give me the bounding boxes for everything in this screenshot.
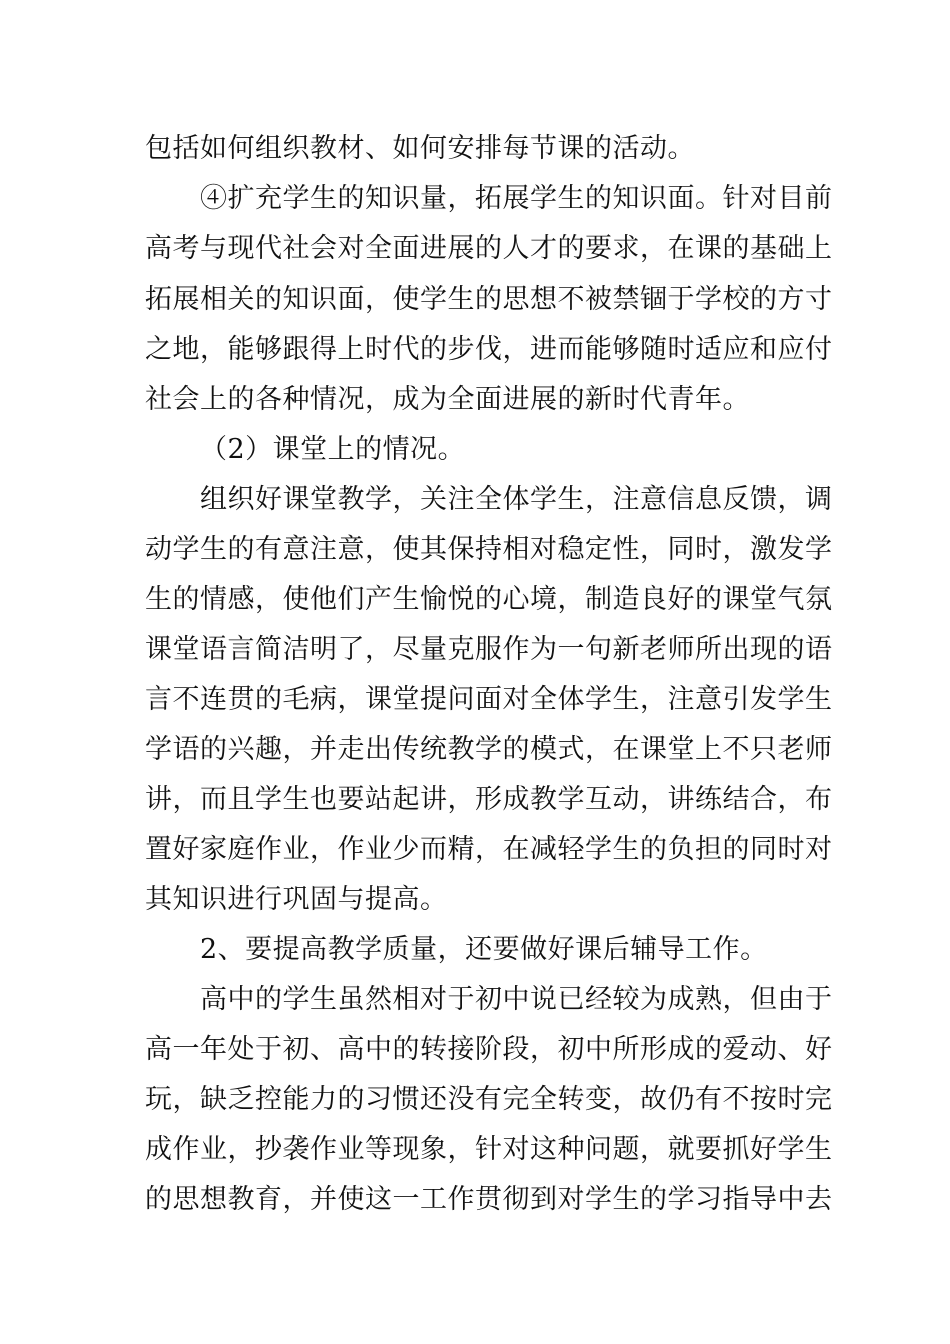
text-line: 高考与现代社会对全面进展的人才的要求，在课的基础上 — [145, 233, 833, 264]
text-line: 包括如何组织教材、如何安排每节课的活动。 — [145, 133, 695, 164]
section-heading: 2、要提高教学质量，还要做好课后辅导工作。 — [200, 934, 768, 965]
text-line: 言不连贯的毛病，课堂提问面对全体学生，注意引发学生 — [145, 684, 833, 715]
text-line: 讲，而且学生也要站起讲，形成教学互动，讲练结合，布 — [145, 784, 833, 815]
section-heading: （2）课堂上的情况。 — [200, 434, 466, 465]
text-line: 动学生的有意注意，使其保持相对稳定性，同时，激发学 — [145, 534, 833, 565]
text-line: 置好家庭作业，作业少而精，在减轻学生的负担的同时对 — [145, 834, 833, 865]
text-line: 的思想教育，并使这一工作贯彻到对学生的学习指导中去 — [145, 1184, 833, 1215]
text-line: 拓展相关的知识面，使学生的思想不被禁锢于学校的方寸 — [145, 284, 833, 315]
text-line: 生的情感，使他们产生愉悦的心境，制造良好的课堂气氛 — [145, 584, 833, 615]
text-line: 学语的兴趣，并走出传统教学的模式，在课堂上不只老师 — [145, 734, 833, 765]
text-line: 之地，能够跟得上时代的步伐，进而能够随时适应和应付 — [145, 334, 833, 365]
text-line: 成作业，抄袭作业等现象，针对这种问题，就要抓好学生 — [145, 1134, 833, 1165]
text-line: 课堂语言简洁明了，尽量克服作为一句新老师所出现的语 — [145, 634, 833, 665]
text-line: 组织好课堂教学，关注全体学生，注意信息反馈，调 — [200, 484, 833, 515]
text-line: ④扩充学生的知识量，拓展学生的知识面。针对目前 — [200, 183, 833, 214]
text-line: 其知识进行巩固与提高。 — [145, 884, 448, 915]
text-line: 高中的学生虽然相对于初中说已经较为成熟，但由于 — [200, 984, 833, 1015]
text-line: 玩，缺乏控能力的习惯还没有完全转变，故仍有不按时完 — [145, 1084, 833, 1115]
text-line: 高一年处于初、高中的转接阶段，初中所形成的爱动、好 — [145, 1034, 833, 1065]
text-line: 社会上的各种情况，成为全面进展的新时代青年。 — [145, 384, 750, 415]
